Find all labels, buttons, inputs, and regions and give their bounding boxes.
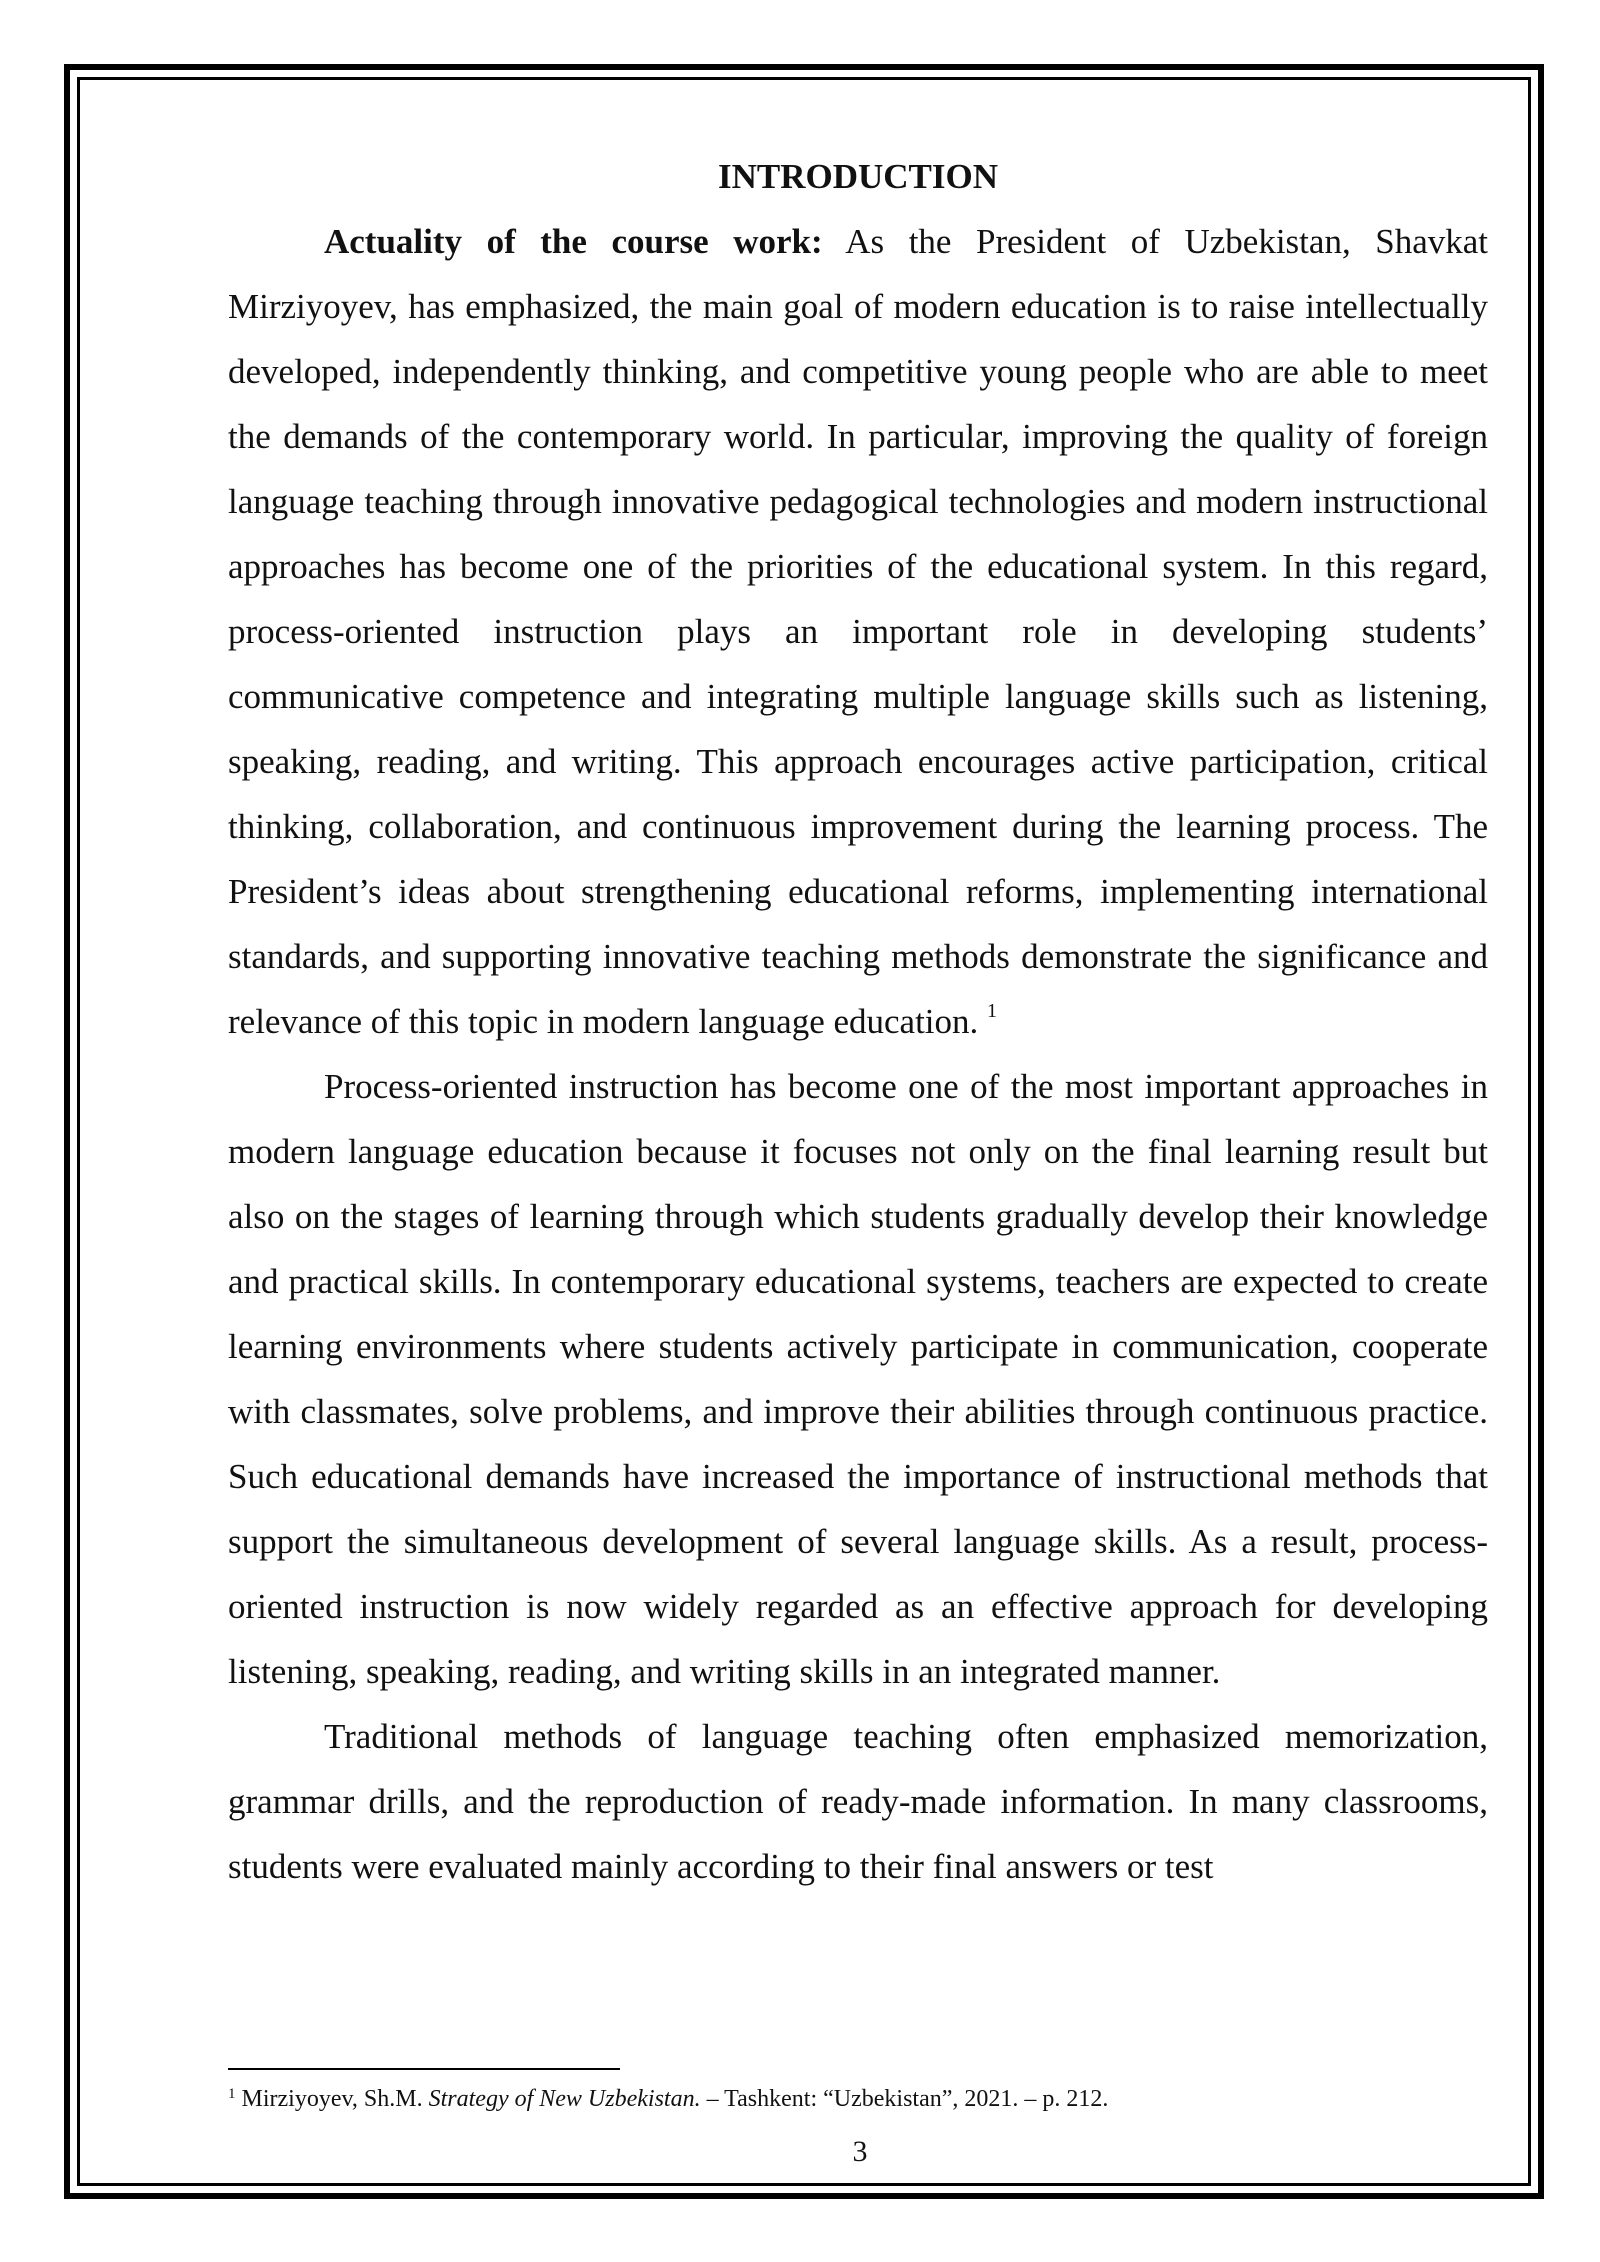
- footnote: [228, 2083, 1488, 2115]
- paragraph-process-oriented: Process-oriented instruction has become one of the most important approaches in modern language education because it focuses not only on the final learning result but also on the stages of learning through which students gradually develop their knowledge and practical skills. In contemporary educational systems, teachers are expected to create learning environments where students actively participate in communication, cooperate with classmates, solve problems, and improve their abilities through continuous practice. Such educational demands have increased the importance of instructional methods that support the simultaneous development of several language skills. As a result, process-oriented instruction is now widely regarded as an effective approach for developing listening, speaking, reading, and writing skills in an integrated manner.: [228, 1067, 1488, 1691]
- footnote-book-title: Strategy of New Uzbekistan.: [428, 2086, 701, 2112]
- paragraph-actuality: [228, 209, 1488, 1054]
- footnote-reference[interactable]: 1: [987, 1000, 998, 1022]
- footnote-text-before: Mirziyoyev, Sh.M.: [235, 2086, 429, 2112]
- footnote-number: 1: [228, 2086, 236, 2102]
- section-title: INTRODUCTION: [717, 157, 999, 196]
- page-number: 3: [852, 2135, 868, 2168]
- paragraph-traditional-methods: Traditional methods of language teaching often emphasized memorization, grammar drills, and the reproduction of ready-made information. In many classrooms, students were evaluated mainly according to their final answers or test: [228, 1717, 1488, 1886]
- paragraph-text: As the President of Uzbekistan, Shavkat Mirziyoyev, has emphasized, the main goal of modern education is to raise intellectually developed, independently thinking, and competitive young people who are able to meet the demands of the contemporary world. In particular, improving the quality of foreign language teaching through innovative pedagogical technologies and modern instructional approaches has become one of the priorities of the educational system. In this regard, process-oriented instruction plays an important role in developing students’ communicative competence and integrating multiple language skills such as listening, speaking, reading, and writing. This approach encourages active participation, critical thinking, collaboration, and continuous improvement during the learning process. The President’s ideas about strengthening educational reforms, implementing international standards, and supporting innovative teaching methods demonstrate the significance and relevance of this topic in modern language education.: [228, 222, 1488, 1041]
- footnote-separator: [228, 2068, 620, 2070]
- page-body: [228, 145, 1488, 1899]
- paragraph-lead: Actuality of the course work:: [324, 222, 823, 261]
- footnote-text-after: – Tashkent: “Uzbekistan”, 2021. – p. 212.: [700, 2086, 1109, 2112]
